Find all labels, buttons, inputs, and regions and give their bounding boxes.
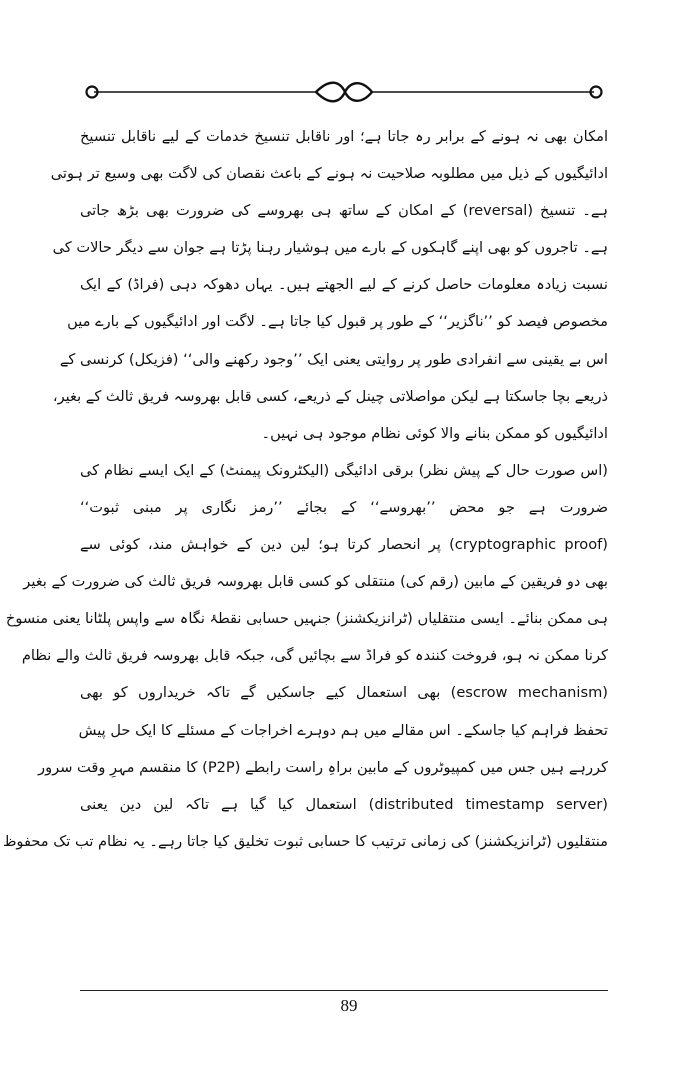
- header-ornament: [80, 74, 608, 110]
- text-line: ہی ممکن بنائے۔ ایسی منتقلیاں (ٹرانزیکشنز) جنہیں حسابی نقطۂ نگاہ سے واپس پلٹانا یعنی منسوخ: [5, 610, 608, 628]
- text-line: (cryptographic proof) پر انحصار کرتا ہو؛ لین دین کے خواہش مند، کوئی سے: [80, 536, 608, 554]
- ornament-center-flourish-icon: [316, 83, 372, 102]
- text-line: کررہے ہیں جس میں کمپیوٹروں کے مابین براہِ راست رابطے (P2P) کا منقسم مہرِ وقت سرور: [38, 758, 608, 776]
- text-line: ادائیگیوں کو ممکن بنانے والا کوئی نظام موجود ہی نہیں۔: [261, 424, 608, 442]
- text-line: اس بے یقینی سے انفرادی طور پر روایتی یعنی ایک ’’وجود رکھنے والی‘‘ (فزیکل) کرنسی کے: [59, 350, 608, 368]
- text-line: کرنا ممکن نہ ہو، فروخت کنندہ کو فراڈ سے بچائیں گی، جبکہ قابل بھروسہ فریق ثالث والے نظام: [21, 647, 608, 665]
- text-line: (distributed timestamp server) استعمال کیا گیا ہے تاکہ لین دین یعنی: [80, 795, 608, 813]
- text-line: مخصوص فیصد کو ’’ناگزیر‘‘ کے طور پر قبول کیا جاتا ہے۔ لاگت اور ادائیگیوں کے بارے میں: [67, 313, 608, 331]
- text-line: نسبت زیادہ معلومات حاصل کرنے کے لیے الجھتے ہیں۔ یہاں دھوکہ دہی (فراڈ) کے ایک: [80, 276, 608, 294]
- body-text: [2, 118, 608, 860]
- text-line: تحفظ فراہم کیا جاسکے۔ اس مقالے میں ہم دوہرے اخراجات کے مسئلے کا ایک حل پیش: [78, 721, 608, 739]
- text-line: ذریعے بچا جاسکتا ہے لیکن مواصلاتی چینل کے ذریعے، کسی قابل بھروسہ فریق ثالث کے بغیر،: [52, 387, 608, 405]
- page-number: 89: [340, 996, 358, 1015]
- text-line: ادائیگیوں کے ذیل میں مطلوبہ صلاحیت نہ ہونے کے باعث نقصان کی لاگت بھی وسیع تر ہوتی: [50, 165, 608, 183]
- text-line: امکان بھی نہ ہونے کے برابر رہ جاتا ہے؛ اور ناقابل تنسیخ خدمات کے لیے ناقابل تنسیخ: [80, 128, 608, 145]
- footer-rule: [80, 990, 608, 991]
- text-line: منتقلیوں (ٹرانزیکشنز) کی زمانی ترتیب کا حسابی ثبوت تخلیق کیا جاتا رہے۔ یہ نظام تب تک محفوظ: [2, 832, 608, 850]
- text-line: ہے۔ تنسیخ (reversal) کے امکان کے ساتھ ہی بھروسے کی ضرورت بھی بڑھ جاتی: [80, 202, 608, 220]
- text-line: (اس صورت حال کے پیش نظر) برقی ادائیگی (الیکٹرونک پیمنٹ) کے ایک ایسے نظام کی: [80, 461, 608, 479]
- text-line: ضرورت ہے جو محض ’’بھروسے‘‘ کے بجائے ’’رمز نگاری پر مبنی ثبوت‘‘: [80, 498, 608, 516]
- text-line: ہے۔ تاجروں کو بھی اپنے گاہکوں کے بارے میں ہوشیار رہنا پڑتا ہے جوان سے دیگر حالات کی: [52, 239, 608, 257]
- text-line: بھی دو فریقین کے مابین (رقم کی) منتقلی کو کسی قابل بھروسہ فریق ثالث کی ضرورت کے بغیر: [23, 573, 608, 591]
- text-line: (escrow mechanism) بھی استعمال کیے جاسکیں گے تاکہ خریداروں کو بھی: [80, 684, 608, 702]
